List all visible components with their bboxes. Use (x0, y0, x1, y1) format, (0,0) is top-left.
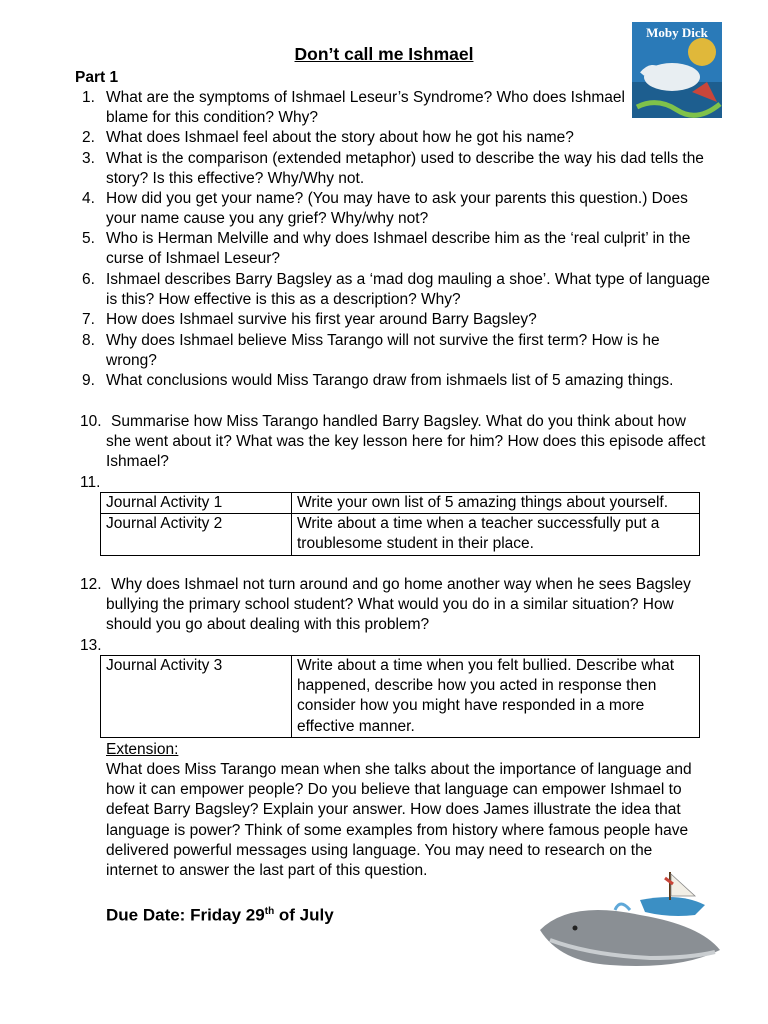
table-row (101, 493, 700, 514)
part-heading: Part 1 (75, 69, 119, 86)
question-7: 7. How does Ishmael survive his first year around Barry Bagsley? (82, 311, 537, 328)
question-4: 4. How did you get your name? (You may have to ask your parents this question.) Does your name cause you any grief? Why/why not? (82, 190, 688, 228)
activity-cell: Journal Activity 1 (101, 493, 292, 514)
cover-title: Moby Dick (646, 25, 708, 40)
activity-cell: Journal Activity 2 (101, 514, 292, 555)
question-1: 1. What are the symptoms of Ishmael Leseur’s Syndrome? Who does Ishmael blame for this condition? Why? (82, 89, 625, 127)
journal-table-2 (100, 655, 700, 738)
question-5: 5. Who is Herman Melville and why does Ishmael describe him as the ‘real culprit’ in the curse of Ishmael Leseur? (82, 230, 691, 268)
task-cell: Write your own list of 5 amazing things about yourself. (292, 493, 700, 514)
question-8: 8. Why does Ishmael believe Miss Tarango will not survive the first term? How is he wrong? (82, 332, 660, 370)
extension-label: Extension: (106, 741, 179, 758)
question-3: 3. What is the comparison (extended metaphor) used to describe the way his dad tells the story? Is this effective? Why/Why not. (82, 150, 704, 188)
journal-table-1 (100, 492, 700, 556)
activity-cell: Journal Activity 3 (101, 656, 292, 738)
question-9: 9. What conclusions would Miss Tarango draw from ishmaels list of 5 amazing things. (82, 372, 674, 389)
question-10: 10. Summarise how Miss Tarango handled Barry Bagsley. What do you think about how she went about it? What was the key lesson here for him? How does this episode affect Ishmael? (80, 413, 706, 471)
due-date: Due Date: Friday 29th of July (106, 905, 334, 925)
question-12: 12. Why does Ishmael not turn around and go home another way when he sees Bagsley bullying the primary school student? What would you do in a similar situation? How should you go about dealing with this problem? (80, 576, 691, 634)
task-cell: Write about a time when you felt bullied. Describe what happened, describe how you acted in response then consider how you might have responded in a more effective manner. (292, 656, 700, 738)
extension-text: What does Miss Tarango mean when she talks about the importance of language and how it can empower people? Do you believe that language can empower Ishmael to defeat Barry Bagsley? Explain your answer. How does James illustrate the idea that language is power? Think of some examples from history where famous people have delivered powerful messages using language. You may need to research on the internet to answer the last part of this question. (106, 761, 692, 880)
table-row (101, 656, 700, 738)
whale-illustration (530, 870, 730, 975)
page-title: Don’t call me Ishmael (294, 44, 474, 64)
table-row (101, 514, 700, 555)
question-6: 6. Ishmael describes Barry Bagsley as a ‘mad dog mauling a shoe’. What type of language is this? How effective is this as a description? Why? (82, 271, 710, 309)
question-2: 2. What does Ishmael feel about the story about how he got his name? (82, 129, 574, 146)
task-cell: Write about a time when a teacher successfully put a troublesome student in their place. (292, 514, 700, 555)
